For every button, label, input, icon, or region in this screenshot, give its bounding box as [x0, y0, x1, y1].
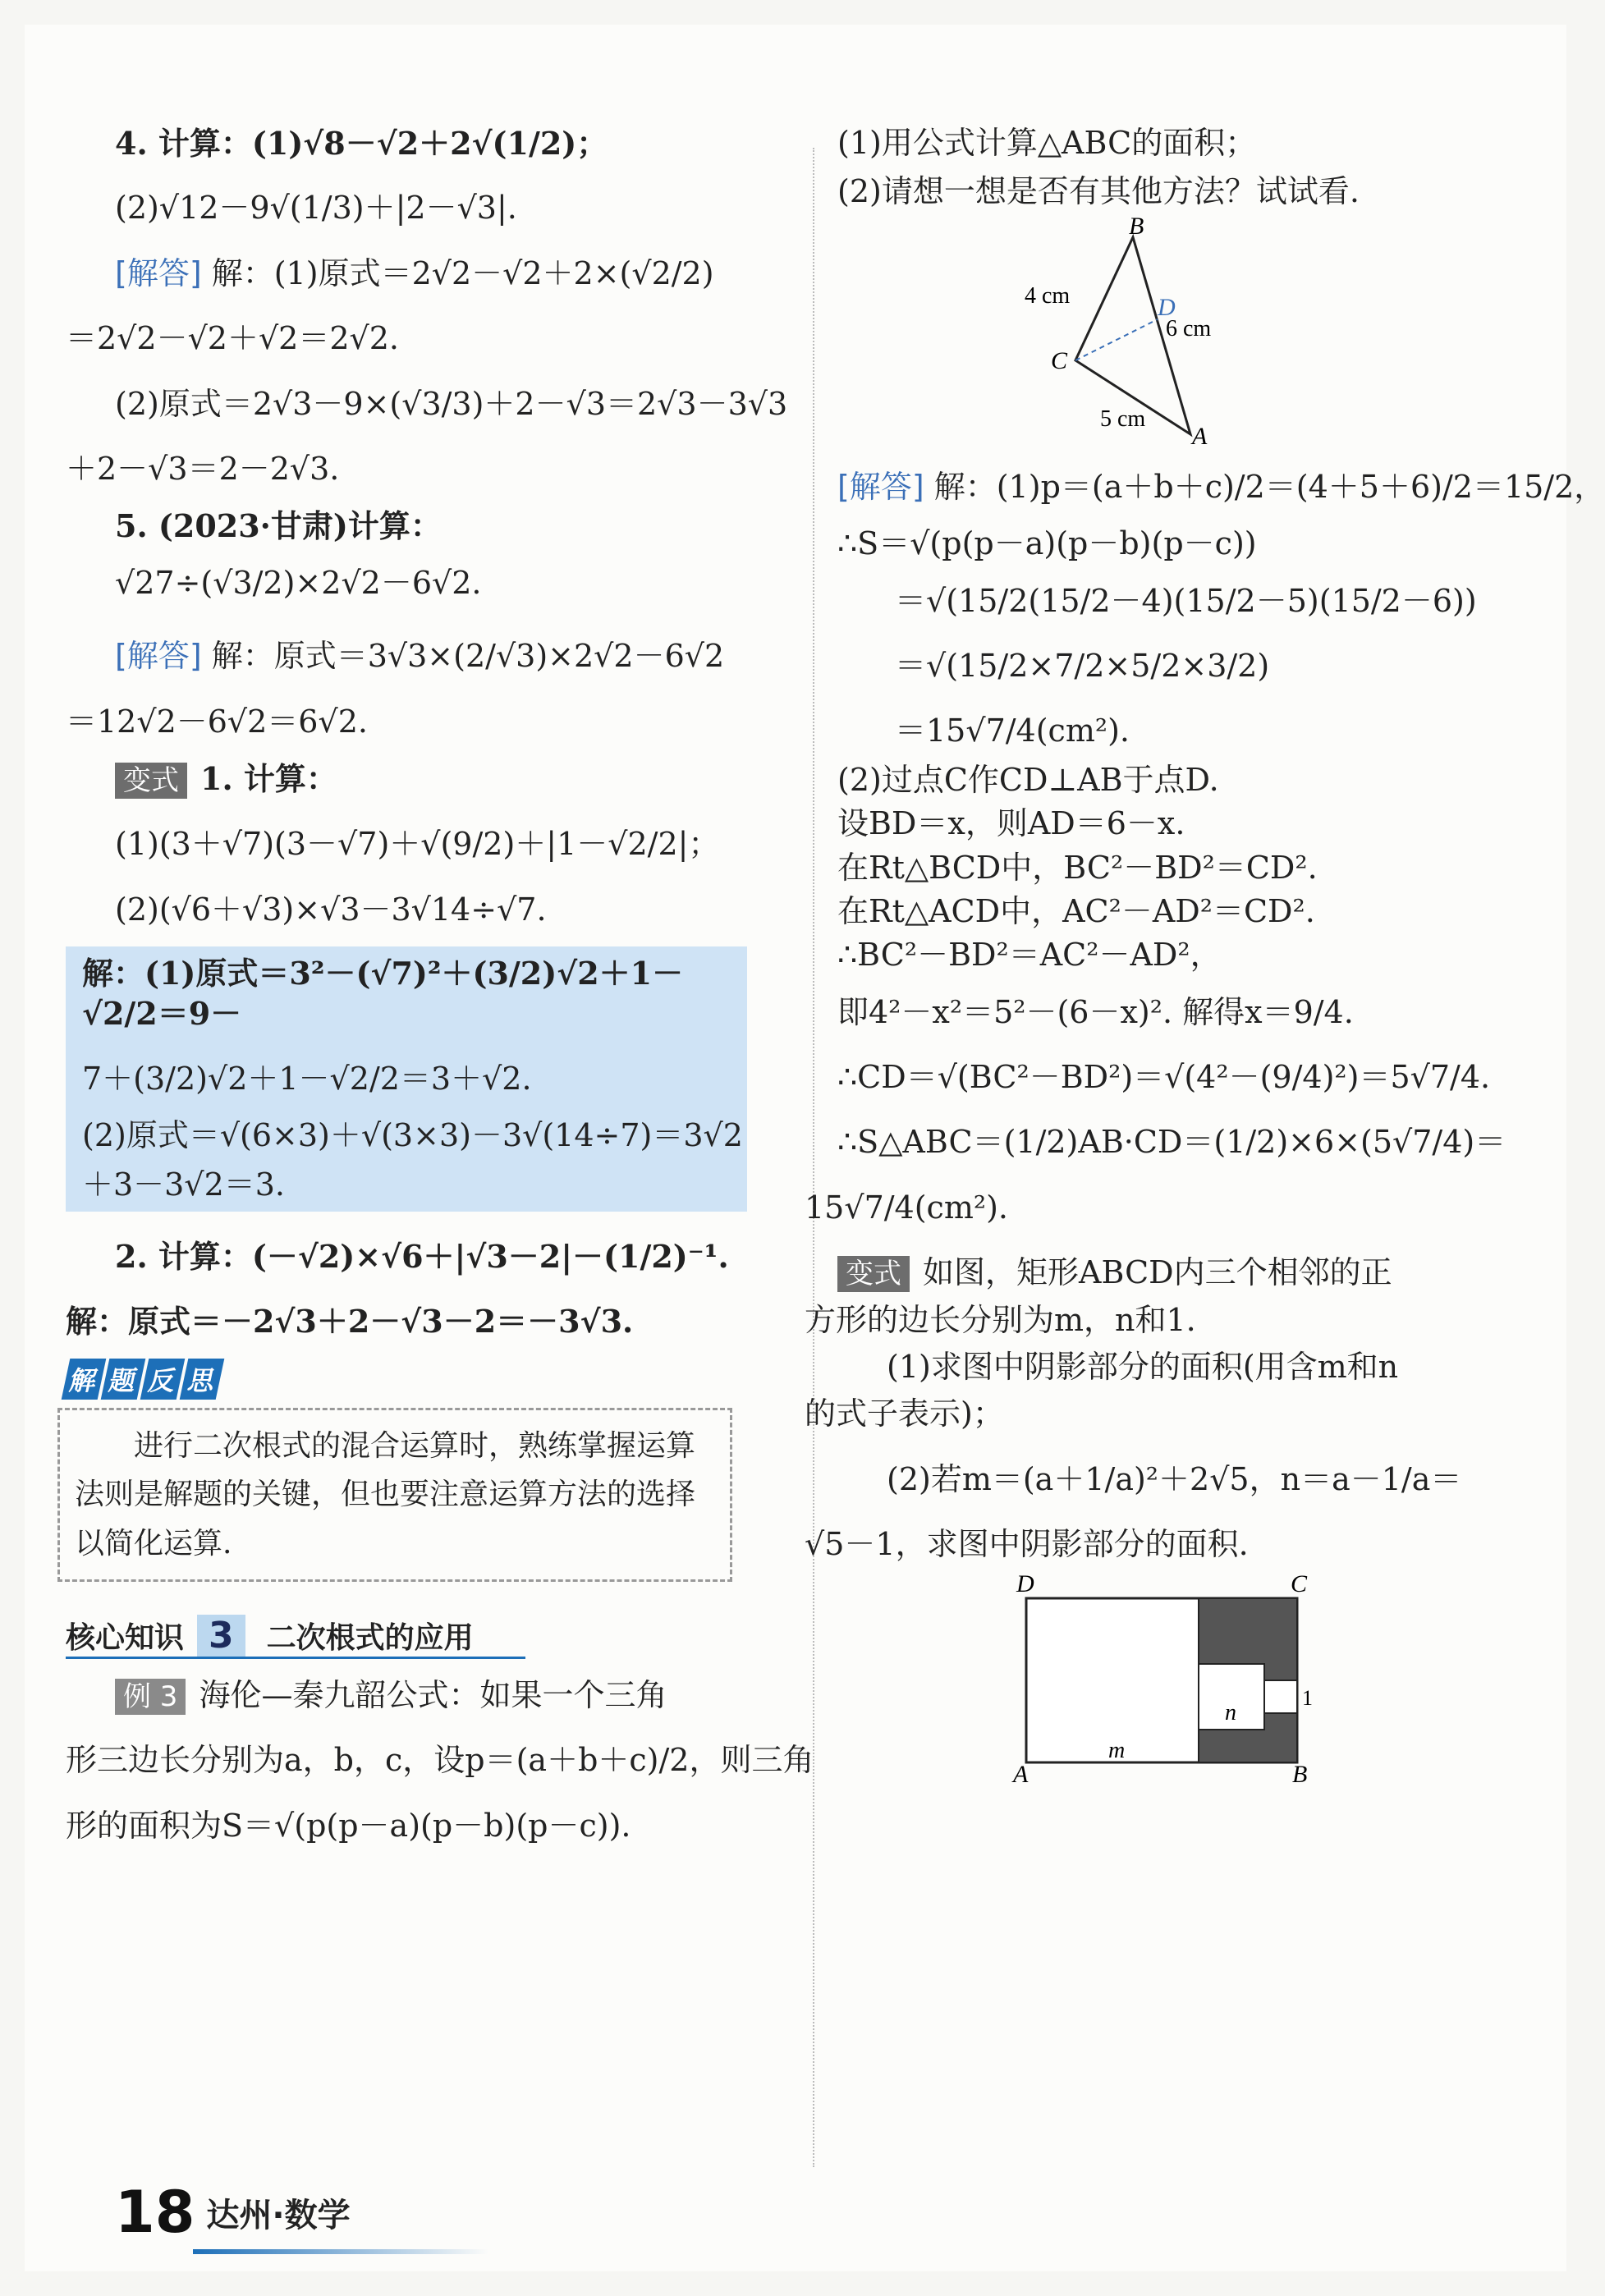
solution-s11: 即4²－x²＝5²－(6－x)². 解得x＝9/4.: [837, 993, 1354, 1030]
variant-badge: 变式: [115, 763, 187, 799]
solution-s3: ＝√(15/2(15/2－4)(15/2－5)(15/2－6)): [895, 582, 1477, 619]
answer-4-line4: ＋2－√3＝2－2√3.: [66, 450, 340, 487]
rectangle-diagram: [1002, 1570, 1330, 1788]
question-1: (1)用公式计算△ABC的面积；: [837, 125, 1257, 161]
rect-label-m: m: [1108, 1737, 1126, 1763]
variant-rect-q1: (1)求图中阴影部分的面积(用含m和n: [887, 1349, 1399, 1386]
left-column: [66, 123, 814, 1846]
solution-line-3: (2)原式＝√(6×3)＋√(3×3)－3√(14÷7)＝3√2: [82, 1117, 743, 1154]
label-d: D: [1158, 293, 1176, 321]
solution-s13: ∴S△ABC＝(1/2)AB·CD＝(1/2)×6×(5√7/4)＝: [837, 1124, 1506, 1161]
label-ba: 6 cm: [1166, 315, 1212, 341]
section-title: 二次根式的应用: [266, 1620, 474, 1655]
solution-line-2: 7＋(3/2)√2＋1－√2/2＝3＋√2.: [82, 1060, 532, 1097]
solution-s5: ＝15√7/4(cm²).: [895, 713, 1130, 749]
variant-rect-line2: 方形的边长分别为m，n和1.: [805, 1301, 1196, 1338]
answer-4-line2: ＝2√2－√2＋√2＝2√2.: [66, 320, 399, 357]
solution-s4: ＝√(15/2×7/2×5/2×3/2): [895, 647, 1270, 684]
example-3-line2: 形三边长分别为a，b，c，设p＝(a＋b＋c)/2，则三角: [66, 1742, 814, 1779]
rect-label-a: A: [1013, 1760, 1029, 1788]
label-ca: 5 cm: [1100, 406, 1146, 432]
variant-rect-q2b: √5－1，求图中阴影部分的面积.: [805, 1526, 1249, 1563]
solution-s9: 在Rt△ACD中，AC²－AD²＝CD².: [837, 892, 1315, 929]
reflection-box: [57, 1408, 732, 1582]
solution-s10: ∴BC²－BD²＝AC²－AD²，: [837, 937, 1222, 974]
variant-2: 2. 计算：(－√2)×√6＋|√3－2|－(1/2)⁻¹.: [115, 1238, 729, 1276]
triangle-diagram: [1025, 212, 1281, 451]
answer-5-line2: ＝12√2－6√2＝6√2.: [66, 703, 368, 740]
variant-1: 变式 1. 计算：: [115, 758, 796, 800]
variant-1-part2: (2)(√6＋√3)×√3－3√14÷√7.: [115, 891, 547, 928]
reflection-text: 进行二次根式的混合运算时，熟练掌握运算法则是解题的关键，但也要注意运算方法的选择以简化运算.: [75, 1428, 696, 1560]
solution-s6: (2)过点C作CD⊥AB于点D.: [837, 761, 1219, 798]
problem-4-part2: (2)√12－9√(1/3)＋|2－√3|.: [115, 190, 517, 227]
variant-rect: 变式 如图，矩形ABCD内三个相邻的正: [837, 1253, 1511, 1293]
reflection-title: 解 题 反 思: [66, 1359, 223, 1400]
footer-title: 达州·数学: [206, 2197, 351, 2234]
answer-4: [解答] 解：(1)原式＝2√2－√2＋2×(√2/2): [115, 254, 714, 291]
rect-label-1: 1: [1302, 1685, 1313, 1710]
triangle-figure: [1025, 212, 1281, 451]
column-divider: [813, 148, 814, 2167]
section-heading: 核心知识 3 二次根式的应用: [66, 1615, 525, 1659]
example-3: 例 3 海伦—秦九韶公式：如果一个三角: [115, 1675, 796, 1716]
example-3-line3: 形的面积为S＝√(p(p－a)(p－b)(p－c)).: [66, 1807, 631, 1844]
solution-1: [解答] 解：(1)p＝(a＋b＋c)/2＝(4＋5＋6)/2＝15/2，: [837, 468, 1605, 505]
problem-4: 4. 计算：(1)√8－√2＋2√(1/2)；: [115, 125, 608, 162]
solution-line-1: 解：(1)原式＝3²－(√7)²＋(3/2)√2＋1－√2/2＝9－: [82, 955, 684, 1033]
rect-label-d: D: [1016, 1570, 1034, 1597]
solution-line-4: ＋3－3√2＝3.: [82, 1166, 286, 1203]
page-number: 18: [115, 2179, 195, 2246]
question-2: (2)请想一想是否有其他方法？试试看.: [837, 173, 1360, 210]
label-c: C: [1051, 346, 1068, 374]
solution-s: ∴S＝√(p(p－a)(p－b)(p－c)): [837, 525, 1257, 562]
variant-1-solution: [66, 946, 747, 1212]
variant-1-part1: (1)(3＋√7)(3－√7)＋√(9/2)＋|1－√2/2|；: [115, 826, 720, 863]
problem-5-expr: √27÷(√3/2)×2√2－6√2.: [115, 564, 482, 601]
rect-label-b: B: [1292, 1760, 1308, 1788]
answer-5: [解答] 解：原式＝3√3×(2/√3)×2√2－6√2: [115, 638, 725, 675]
label-cb: 4 cm: [1025, 282, 1071, 309]
rectangle-figure: [1002, 1570, 1330, 1788]
section-number: 3: [197, 1615, 245, 1657]
rect-label-c: C: [1291, 1570, 1308, 1597]
solution-s14: 15√7/4(cm²).: [805, 1189, 1009, 1226]
solution-s12: ∴CD＝√(BC²－BD²)＝√(4²－(9/4)²)＝5√7/4.: [837, 1059, 1491, 1096]
label-b: B: [1129, 212, 1144, 240]
variant-rect-q1b: 的式子表示)；: [805, 1395, 1004, 1432]
variant-rect-q2: (2)若m＝(a＋1/a)²＋2√5，n＝a－1/a＝: [887, 1460, 1462, 1497]
label-a: A: [1192, 422, 1208, 450]
rect-label-n: n: [1225, 1699, 1236, 1725]
footer-underline: [193, 2249, 488, 2254]
right-column: [805, 123, 1605, 1795]
variant-2-solution: 解：原式＝－2√3＋2－√3－2＝－3√3.: [66, 1303, 634, 1340]
solution-s7: 设BD＝x，则AD＝6－x.: [837, 805, 1185, 842]
page-footer: [115, 2179, 351, 2246]
solution-s8: 在Rt△BCD中，BC²－BD²＝CD².: [837, 849, 1318, 886]
answer-4-line3: (2)原式＝2√3－9×(√3/3)＋2－√3＝2√3－3√3: [115, 385, 788, 422]
problem-5: 5. (2023·甘肃)计算：: [115, 507, 442, 545]
